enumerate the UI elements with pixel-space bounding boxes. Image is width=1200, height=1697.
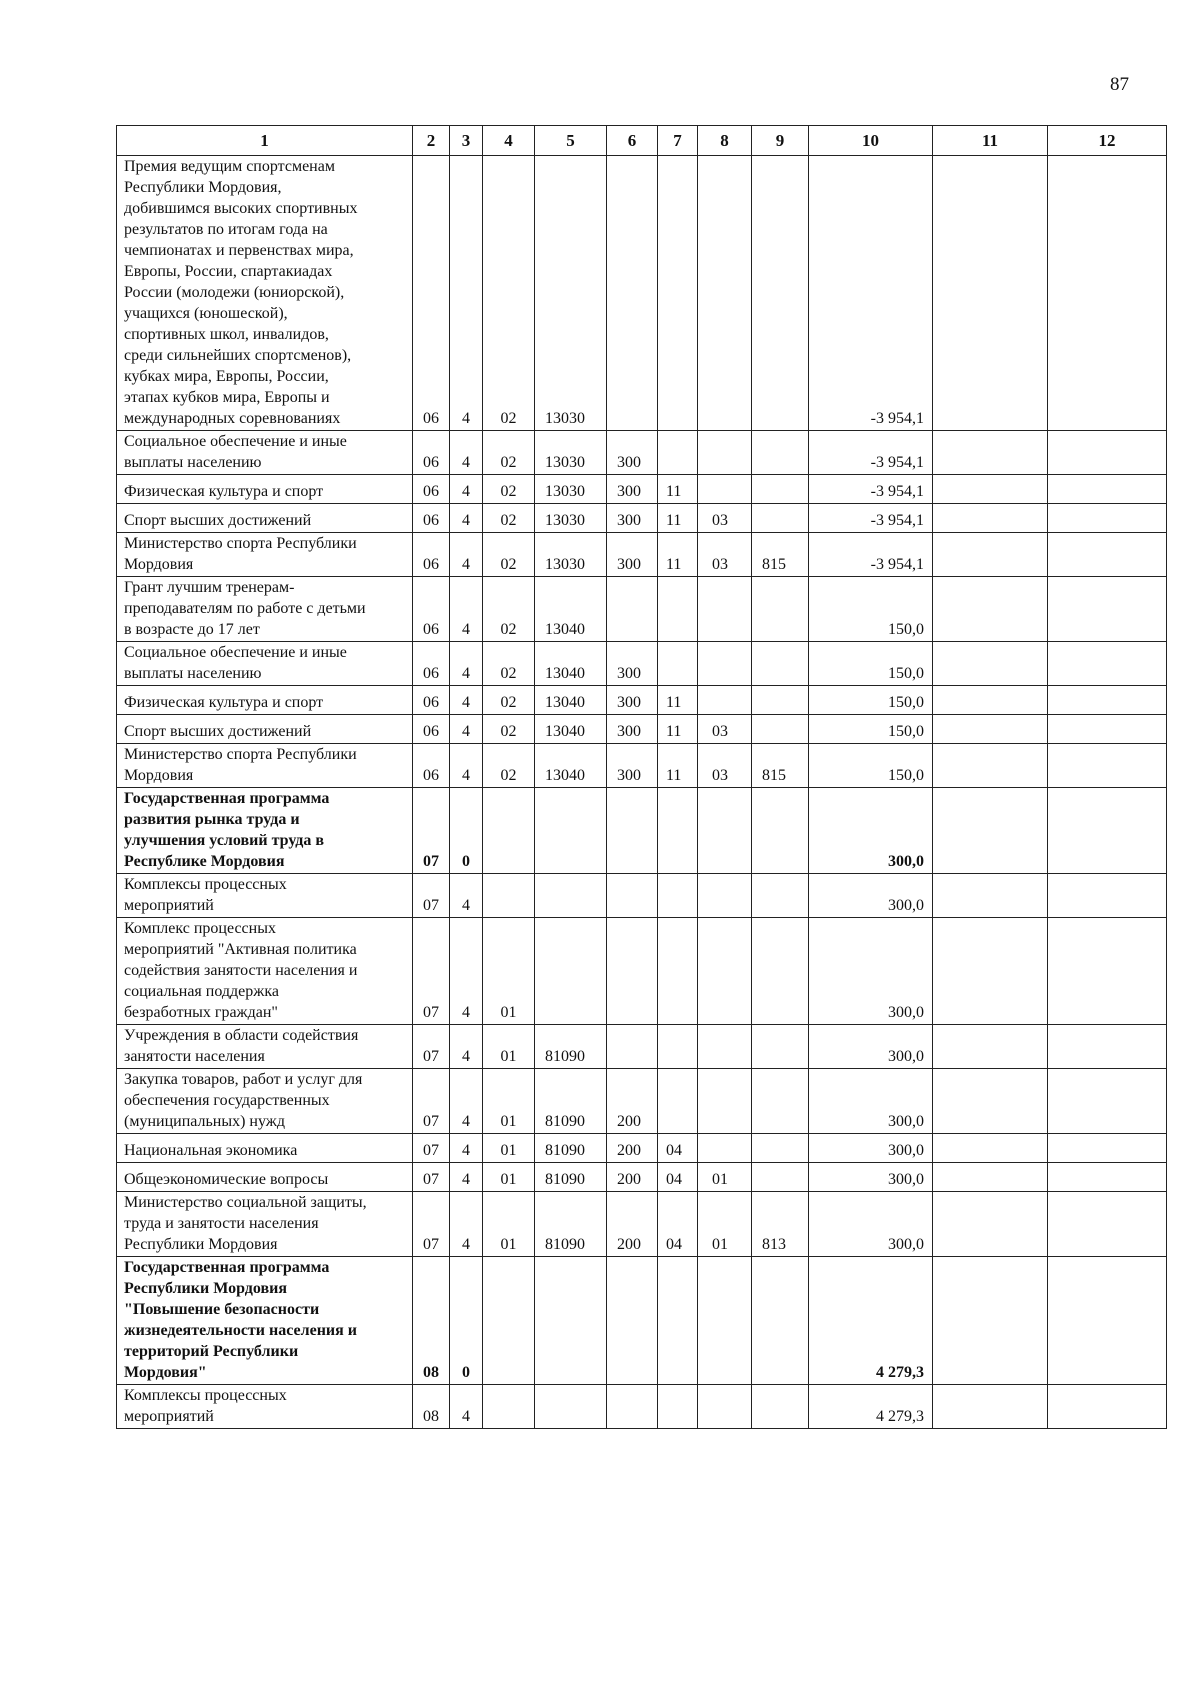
code-cell-7: 11 [658, 744, 698, 788]
code-cell-7: 11 [658, 715, 698, 744]
code-cell-3: 4 [450, 1025, 483, 1069]
code-cell-9 [752, 918, 809, 1025]
amount-cell-12 [1048, 918, 1167, 1025]
amount-cell-10: -3 954,1 [809, 431, 933, 475]
code-cell-9 [752, 1069, 809, 1134]
col-header-8: 8 [698, 126, 752, 156]
code-cell-2: 08 [413, 1385, 450, 1429]
amount-cell-10: 150,0 [809, 744, 933, 788]
code-cell-4: 01 [483, 1025, 535, 1069]
row-name-cell: Премия ведущим спортсменам Республики Мордовия, добившимся высоких спортивных результатов по итогам года на чемпионатах и первенствах мира, Европы, России, спартакиадах России (молодежи (юниорской), учащихся (юношеской), спортивных школ, инвалидов, среди сильнейших спортсменов), кубках мира, Европы, России, этапах кубков мира, Европы и международных соревнованиях [117, 156, 413, 431]
row-name-cell: Социальное обеспечение и иные выплаты населению [117, 431, 413, 475]
amount-cell-12 [1048, 1257, 1167, 1385]
code-cell-4: 01 [483, 918, 535, 1025]
code-cell-6 [607, 874, 658, 918]
amount-cell-11 [933, 156, 1048, 431]
code-cell-9 [752, 642, 809, 686]
code-cell-6 [607, 1257, 658, 1385]
code-cell-8 [698, 686, 752, 715]
row-name-cell: Физическая культура и спорт [117, 475, 413, 504]
amount-cell-12 [1048, 642, 1167, 686]
row-name-cell: Национальная экономика [117, 1134, 413, 1163]
amount-cell-11 [933, 642, 1048, 686]
code-cell-2: 06 [413, 431, 450, 475]
col-header-9: 9 [752, 126, 809, 156]
amount-cell-11 [933, 918, 1048, 1025]
page-number: 87 [1110, 74, 1129, 95]
code-cell-7: 04 [658, 1163, 698, 1192]
code-cell-3: 4 [450, 156, 483, 431]
amount-cell-10: -3 954,1 [809, 475, 933, 504]
header-row [117, 126, 1167, 156]
amount-cell-12 [1048, 156, 1167, 431]
code-cell-8 [698, 788, 752, 874]
code-cell-4: 02 [483, 475, 535, 504]
amount-cell-12 [1048, 874, 1167, 918]
col-header-6: 6 [607, 126, 658, 156]
amount-cell-10: 4 279,3 [809, 1257, 933, 1385]
code-cell-5: 13040 [535, 715, 607, 744]
code-cell-5: 13040 [535, 744, 607, 788]
code-cell-9 [752, 156, 809, 431]
code-cell-3: 4 [450, 475, 483, 504]
code-cell-6: 300 [607, 642, 658, 686]
code-cell-8: 03 [698, 504, 752, 533]
row-name-cell: Закупка товаров, работ и услуг для обеспечения государственных (муниципальных) нужд [117, 1069, 413, 1134]
code-cell-4: 02 [483, 431, 535, 475]
amount-cell-12 [1048, 577, 1167, 642]
code-cell-4: 02 [483, 744, 535, 788]
code-cell-9 [752, 1163, 809, 1192]
code-cell-7 [658, 788, 698, 874]
amount-cell-10: -3 954,1 [809, 504, 933, 533]
code-cell-6 [607, 918, 658, 1025]
code-cell-4 [483, 1257, 535, 1385]
code-cell-3: 4 [450, 642, 483, 686]
amount-cell-10: -3 954,1 [809, 533, 933, 577]
amount-cell-12 [1048, 1069, 1167, 1134]
code-cell-2: 06 [413, 504, 450, 533]
code-cell-6 [607, 1385, 658, 1429]
table-row [117, 1257, 1167, 1385]
table-row [117, 1025, 1167, 1069]
table-row [117, 1069, 1167, 1134]
col-header-11: 11 [933, 126, 1048, 156]
amount-cell-11 [933, 1385, 1048, 1429]
amount-cell-12 [1048, 715, 1167, 744]
table-row [117, 1385, 1167, 1429]
code-cell-5: 13030 [535, 533, 607, 577]
code-cell-7: 11 [658, 533, 698, 577]
amount-cell-11 [933, 1163, 1048, 1192]
code-cell-7 [658, 156, 698, 431]
code-cell-2: 06 [413, 715, 450, 744]
code-cell-3: 4 [450, 533, 483, 577]
code-cell-5: 81090 [535, 1069, 607, 1134]
code-cell-2: 06 [413, 156, 450, 431]
table-row [117, 431, 1167, 475]
code-cell-3: 4 [450, 1192, 483, 1257]
code-cell-4: 02 [483, 577, 535, 642]
code-cell-7 [658, 431, 698, 475]
amount-cell-12 [1048, 1385, 1167, 1429]
code-cell-6: 300 [607, 686, 658, 715]
col-header-3: 3 [450, 126, 483, 156]
code-cell-6: 200 [607, 1163, 658, 1192]
code-cell-2: 07 [413, 874, 450, 918]
amount-cell-11 [933, 1025, 1048, 1069]
code-cell-4: 01 [483, 1134, 535, 1163]
code-cell-9 [752, 504, 809, 533]
code-cell-8 [698, 577, 752, 642]
code-cell-9: 813 [752, 1192, 809, 1257]
code-cell-8 [698, 1069, 752, 1134]
col-header-7: 7 [658, 126, 698, 156]
row-name-cell: Министерство спорта Республики Мордовия [117, 533, 413, 577]
code-cell-8 [698, 642, 752, 686]
code-cell-6: 300 [607, 475, 658, 504]
code-cell-4: 01 [483, 1163, 535, 1192]
row-name-cell: Спорт высших достижений [117, 504, 413, 533]
code-cell-8: 03 [698, 533, 752, 577]
code-cell-3: 4 [450, 1069, 483, 1134]
code-cell-2: 06 [413, 744, 450, 788]
amount-cell-11 [933, 1192, 1048, 1257]
code-cell-7: 11 [658, 504, 698, 533]
code-cell-6: 300 [607, 715, 658, 744]
code-cell-4: 01 [483, 1069, 535, 1134]
amount-cell-10: 300,0 [809, 874, 933, 918]
amount-cell-11 [933, 533, 1048, 577]
code-cell-2: 06 [413, 686, 450, 715]
code-cell-6 [607, 577, 658, 642]
table-row [117, 715, 1167, 744]
code-cell-6: 300 [607, 431, 658, 475]
code-cell-8 [698, 1385, 752, 1429]
amount-cell-11 [933, 577, 1048, 642]
code-cell-2: 07 [413, 1025, 450, 1069]
code-cell-7 [658, 1069, 698, 1134]
col-header-2: 2 [413, 126, 450, 156]
table-row [117, 874, 1167, 918]
code-cell-2: 06 [413, 475, 450, 504]
code-cell-7 [658, 1257, 698, 1385]
code-cell-5 [535, 1257, 607, 1385]
row-name-cell: Грант лучшим тренерам- преподавателям по работе с детьми в возрасте до 17 лет [117, 577, 413, 642]
code-cell-3: 0 [450, 1257, 483, 1385]
amount-cell-11 [933, 686, 1048, 715]
code-cell-8: 01 [698, 1192, 752, 1257]
amount-cell-10: 4 279,3 [809, 1385, 933, 1429]
code-cell-5: 13030 [535, 156, 607, 431]
code-cell-5: 13040 [535, 577, 607, 642]
code-cell-8 [698, 1257, 752, 1385]
code-cell-8 [698, 1134, 752, 1163]
code-cell-6 [607, 156, 658, 431]
code-cell-4: 02 [483, 504, 535, 533]
amount-cell-12 [1048, 686, 1167, 715]
code-cell-3: 4 [450, 744, 483, 788]
amount-cell-10: 300,0 [809, 1134, 933, 1163]
code-cell-9 [752, 475, 809, 504]
code-cell-3: 4 [450, 577, 483, 642]
amount-cell-10: 150,0 [809, 686, 933, 715]
col-header-5: 5 [535, 126, 607, 156]
code-cell-5 [535, 788, 607, 874]
code-cell-9 [752, 1134, 809, 1163]
row-name-cell: Комплексы процессных мероприятий [117, 1385, 413, 1429]
row-name-cell: Министерство спорта Республики Мордовия [117, 744, 413, 788]
row-name-cell: Комплекс процессных мероприятий "Активная политика содействия занятости населения и социальная поддержка безработных граждан" [117, 918, 413, 1025]
code-cell-3: 4 [450, 1163, 483, 1192]
amount-cell-12 [1048, 788, 1167, 874]
amount-cell-11 [933, 431, 1048, 475]
code-cell-7: 11 [658, 686, 698, 715]
row-name-cell: Учреждения в области содействия занятости населения [117, 1025, 413, 1069]
code-cell-5: 13040 [535, 642, 607, 686]
table-row [117, 686, 1167, 715]
amount-cell-10: 150,0 [809, 642, 933, 686]
code-cell-9 [752, 1257, 809, 1385]
code-cell-4: 01 [483, 1192, 535, 1257]
code-cell-3: 4 [450, 686, 483, 715]
code-cell-2: 07 [413, 1069, 450, 1134]
amount-cell-11 [933, 1134, 1048, 1163]
amount-cell-12 [1048, 1025, 1167, 1069]
code-cell-6: 300 [607, 744, 658, 788]
amount-cell-10: 150,0 [809, 715, 933, 744]
code-cell-6: 200 [607, 1134, 658, 1163]
table-row [117, 1192, 1167, 1257]
table-row [117, 577, 1167, 642]
code-cell-9 [752, 874, 809, 918]
amount-cell-11 [933, 715, 1048, 744]
code-cell-9 [752, 1385, 809, 1429]
code-cell-7 [658, 918, 698, 1025]
amount-cell-12 [1048, 475, 1167, 504]
code-cell-8 [698, 431, 752, 475]
code-cell-7 [658, 642, 698, 686]
code-cell-6 [607, 788, 658, 874]
row-name-cell: Физическая культура и спорт [117, 686, 413, 715]
code-cell-8 [698, 918, 752, 1025]
row-name-cell: Государственная программа Республики Мордовия "Повышение безопасности жизнедеятельности населения и территорий Республики Мордовия" [117, 1257, 413, 1385]
code-cell-9 [752, 686, 809, 715]
code-cell-7 [658, 874, 698, 918]
code-cell-5: 81090 [535, 1192, 607, 1257]
amount-cell-10: 300,0 [809, 1192, 933, 1257]
amount-cell-10: 300,0 [809, 1025, 933, 1069]
code-cell-5: 81090 [535, 1134, 607, 1163]
amount-cell-12 [1048, 504, 1167, 533]
code-cell-2: 07 [413, 1134, 450, 1163]
row-name-cell: Спорт высших достижений [117, 715, 413, 744]
code-cell-7 [658, 1025, 698, 1069]
code-cell-8 [698, 1025, 752, 1069]
table-row [117, 788, 1167, 874]
code-cell-5: 13030 [535, 431, 607, 475]
code-cell-5: 13030 [535, 504, 607, 533]
code-cell-2: 06 [413, 577, 450, 642]
code-cell-3: 4 [450, 918, 483, 1025]
code-cell-8: 03 [698, 715, 752, 744]
code-cell-2: 08 [413, 1257, 450, 1385]
code-cell-7: 04 [658, 1192, 698, 1257]
code-cell-2: 07 [413, 1163, 450, 1192]
table-row [117, 156, 1167, 431]
code-cell-8: 03 [698, 744, 752, 788]
amount-cell-12 [1048, 1192, 1167, 1257]
amount-cell-11 [933, 475, 1048, 504]
code-cell-7: 11 [658, 475, 698, 504]
code-cell-4: 02 [483, 533, 535, 577]
table-row [117, 918, 1167, 1025]
code-cell-4: 02 [483, 686, 535, 715]
col-header-4: 4 [483, 126, 535, 156]
table-row [117, 744, 1167, 788]
code-cell-7: 04 [658, 1134, 698, 1163]
table-body [117, 156, 1167, 1429]
row-name-cell: Государственная программа развития рынка труда и улучшения условий труда в Республике Мордовия [117, 788, 413, 874]
code-cell-3: 4 [450, 431, 483, 475]
code-cell-3: 4 [450, 874, 483, 918]
code-cell-9 [752, 431, 809, 475]
amount-cell-12 [1048, 1134, 1167, 1163]
code-cell-3: 4 [450, 504, 483, 533]
amount-cell-10: 150,0 [809, 577, 933, 642]
code-cell-9 [752, 1025, 809, 1069]
amount-cell-10: 300,0 [809, 1069, 933, 1134]
table-row [117, 1163, 1167, 1192]
amount-cell-10: 300,0 [809, 788, 933, 874]
code-cell-2: 07 [413, 788, 450, 874]
amount-cell-12 [1048, 1163, 1167, 1192]
amount-cell-12 [1048, 533, 1167, 577]
code-cell-5 [535, 918, 607, 1025]
code-cell-7 [658, 1385, 698, 1429]
col-header-1: 1 [117, 126, 413, 156]
code-cell-3: 4 [450, 1385, 483, 1429]
code-cell-3: 4 [450, 1134, 483, 1163]
code-cell-6: 200 [607, 1069, 658, 1134]
code-cell-2: 06 [413, 533, 450, 577]
code-cell-3: 0 [450, 788, 483, 874]
code-cell-9: 815 [752, 533, 809, 577]
amount-cell-11 [933, 744, 1048, 788]
code-cell-6: 200 [607, 1192, 658, 1257]
code-cell-6: 300 [607, 504, 658, 533]
amount-cell-10: 300,0 [809, 1163, 933, 1192]
code-cell-5: 81090 [535, 1025, 607, 1069]
code-cell-8: 01 [698, 1163, 752, 1192]
table-row [117, 504, 1167, 533]
amount-cell-11 [933, 504, 1048, 533]
code-cell-6 [607, 1025, 658, 1069]
col-header-10: 10 [809, 126, 933, 156]
amount-cell-11 [933, 874, 1048, 918]
code-cell-5: 13030 [535, 475, 607, 504]
budget-table [116, 125, 1167, 1429]
code-cell-9 [752, 577, 809, 642]
code-cell-4: 02 [483, 642, 535, 686]
amount-cell-10: 300,0 [809, 918, 933, 1025]
code-cell-6: 300 [607, 533, 658, 577]
code-cell-5 [535, 1385, 607, 1429]
row-name-cell: Общеэкономические вопросы [117, 1163, 413, 1192]
code-cell-2: 07 [413, 1192, 450, 1257]
row-name-cell: Комплексы процессных мероприятий [117, 874, 413, 918]
code-cell-5 [535, 874, 607, 918]
code-cell-5: 13040 [535, 686, 607, 715]
row-name-cell: Министерство социальной защиты, труда и занятости населения Республики Мордовия [117, 1192, 413, 1257]
code-cell-8 [698, 475, 752, 504]
amount-cell-11 [933, 1257, 1048, 1385]
code-cell-8 [698, 874, 752, 918]
code-cell-4 [483, 1385, 535, 1429]
code-cell-4 [483, 788, 535, 874]
code-cell-8 [698, 156, 752, 431]
amount-cell-11 [933, 788, 1048, 874]
code-cell-2: 07 [413, 918, 450, 1025]
table-row [117, 533, 1167, 577]
code-cell-9 [752, 788, 809, 874]
code-cell-4: 02 [483, 156, 535, 431]
code-cell-9: 815 [752, 744, 809, 788]
code-cell-4: 02 [483, 715, 535, 744]
table-row [117, 1134, 1167, 1163]
code-cell-5: 81090 [535, 1163, 607, 1192]
table-row [117, 642, 1167, 686]
table-row [117, 475, 1167, 504]
row-name-cell: Социальное обеспечение и иные выплаты населению [117, 642, 413, 686]
amount-cell-12 [1048, 431, 1167, 475]
code-cell-4 [483, 874, 535, 918]
col-header-12: 12 [1048, 126, 1167, 156]
amount-cell-11 [933, 1069, 1048, 1134]
amount-cell-12 [1048, 744, 1167, 788]
code-cell-2: 06 [413, 642, 450, 686]
code-cell-9 [752, 715, 809, 744]
code-cell-7 [658, 577, 698, 642]
code-cell-3: 4 [450, 715, 483, 744]
amount-cell-10: -3 954,1 [809, 156, 933, 431]
